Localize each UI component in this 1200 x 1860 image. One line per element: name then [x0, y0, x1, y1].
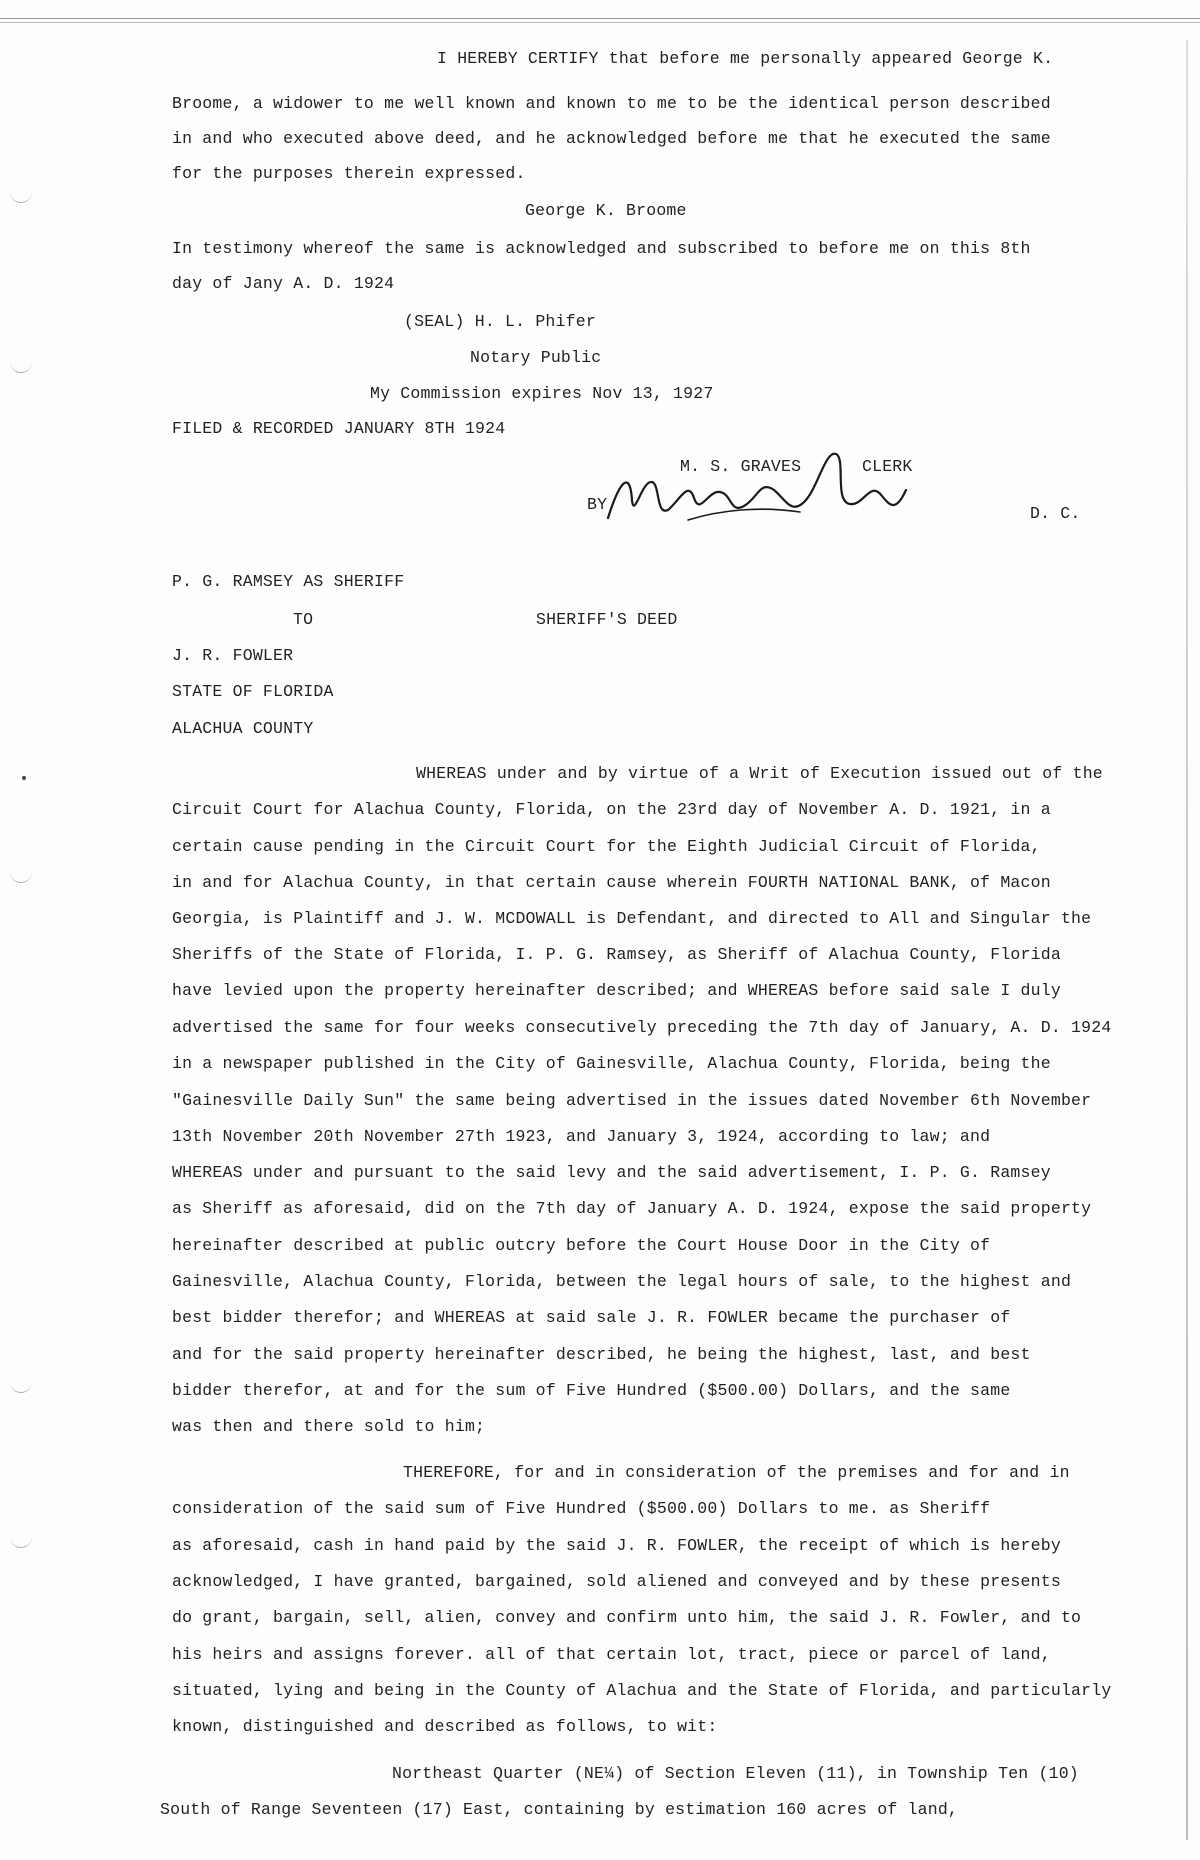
text-line: Gainesville, Alachua County, Florida, between the legal hours of sale, to the highest and: [172, 1272, 1072, 1291]
text-line: J. R. FOWLER: [172, 646, 294, 665]
text-line: in a newspaper published in the City of Gainesville, Alachua County, Florida, being the: [172, 1054, 1051, 1073]
text-line: Georgia, is Plaintiff and J. W. MCDOWALL is Defendant, and directed to All and Singular the: [172, 909, 1092, 928]
text-line: BY: [587, 495, 608, 514]
text-line: CLERK: [862, 457, 913, 476]
text-line: certain cause pending in the Circuit Court for the Eighth Judicial Circuit of Florida,: [172, 837, 1041, 856]
text-line: 13th November 20th November 27th 1923, and January 3, 1924, according to law; and: [172, 1127, 991, 1146]
text-line: M. S. GRAVES: [680, 457, 802, 476]
text-line: his heirs and assigns forever. all of that certain lot, tract, piece or parcel of land,: [172, 1645, 1051, 1664]
text-line: P. G. RAMSEY AS SHERIFF: [172, 572, 405, 591]
text-line: I HEREBY CERTIFY that before me personally appeared George K.: [437, 49, 1054, 68]
text-line: consideration of the said sum of Five Hundred ($500.00) Dollars to me. as Sheriff: [172, 1499, 991, 1518]
text-line: situated, lying and being in the County of Alachua and the State of Florida, and particularly: [172, 1681, 1112, 1700]
text-line: WHEREAS under and by virtue of a Writ of Execution issued out of the: [416, 764, 1103, 783]
text-line: WHEREAS under and pursuant to the said levy and the said advertisement, I. P. G. Ramsey: [172, 1163, 1051, 1182]
text-line: Sheriffs of the State of Florida, I. P. G. Ramsey, as Sheriff of Alachua County, Florida: [172, 945, 1061, 964]
text-line: and for the said property hereinafter described, he being the highest, last, and best: [172, 1345, 1031, 1364]
text-line: In testimony whereof the same is acknowledged and subscribed to before me on this 8th: [172, 239, 1031, 258]
text-line: TO: [293, 610, 314, 629]
text-line: as aforesaid, cash in hand paid by the said J. R. FOWLER, the receipt of which is hereby: [172, 1536, 1061, 1555]
signature-drawing: [560, 440, 940, 540]
text-line: SHERIFF'S DEED: [536, 610, 678, 629]
text-line: STATE OF FLORIDA: [172, 682, 334, 701]
text-line: best bidder therefor; and WHEREAS at said sale J. R. FOWLER became the purchaser of: [172, 1308, 1011, 1327]
text-line: in and who executed above deed, and he acknowledged before me that he executed the same: [172, 129, 1051, 148]
text-line: South of Range Seventeen (17) East, containing by estimation 160 acres of land,: [160, 1800, 959, 1819]
text-line: "Gainesville Daily Sun" the same being advertised in the issues dated November 6th November: [172, 1091, 1092, 1110]
text-line: THEREFORE, for and in consideration of the premises and for and in: [403, 1463, 1070, 1482]
clerk-signature: [560, 440, 940, 540]
text-line: Circuit Court for Alachua County, Florida, on the 23rd day of November A. D. 1921, in a: [172, 800, 1051, 819]
text-line: Notary Public: [470, 348, 602, 367]
text-line: Northeast Quarter (NE¼) of Section Eleven (11), in Township Ten (10): [392, 1764, 1079, 1783]
text-line: known, distinguished and described as follows, to wit:: [172, 1717, 718, 1736]
text-line: hereinafter described at public outcry before the Court House Door in the City of: [172, 1236, 991, 1255]
text-line: advertised the same for four weeks consecutively preceding the 7th day of January, A. D. 1924: [172, 1018, 1112, 1037]
text-line: acknowledged, I have granted, bargained, sold aliened and conveyed and by these presents: [172, 1572, 1061, 1591]
text-line: D. C.: [1030, 504, 1081, 523]
text-line: ALACHUA COUNTY: [172, 719, 314, 738]
text-line: as Sheriff as aforesaid, did on the 7th day of January A. D. 1924, expose the said property: [172, 1199, 1092, 1218]
text-line: do grant, bargain, sell, alien, convey and confirm unto him, the said J. R. Fowler, and to: [172, 1608, 1082, 1627]
text-line: (SEAL) H. L. Phifer: [404, 312, 596, 331]
text-line: for the purposes therein expressed.: [172, 164, 526, 183]
text-line: was then and there sold to him;: [172, 1417, 486, 1436]
text-line: Broome, a widower to me well known and known to me to be the identical person described: [172, 94, 1051, 113]
text-line: day of Jany A. D. 1924: [172, 274, 395, 293]
text-line: bidder therefor, at and for the sum of Five Hundred ($500.00) Dollars, and the same: [172, 1381, 1011, 1400]
text-line: FILED & RECORDED JANUARY 8TH 1924: [172, 419, 506, 438]
text-line: in and for Alachua County, in that certain cause wherein FOURTH NATIONAL BANK, of Macon: [172, 873, 1051, 892]
text-line: have levied upon the property hereinafter described; and WHEREAS before said sale I duly: [172, 981, 1061, 1000]
text-line: My Commission expires Nov 13, 1927: [370, 384, 714, 403]
text-line: George K. Broome: [525, 201, 687, 220]
